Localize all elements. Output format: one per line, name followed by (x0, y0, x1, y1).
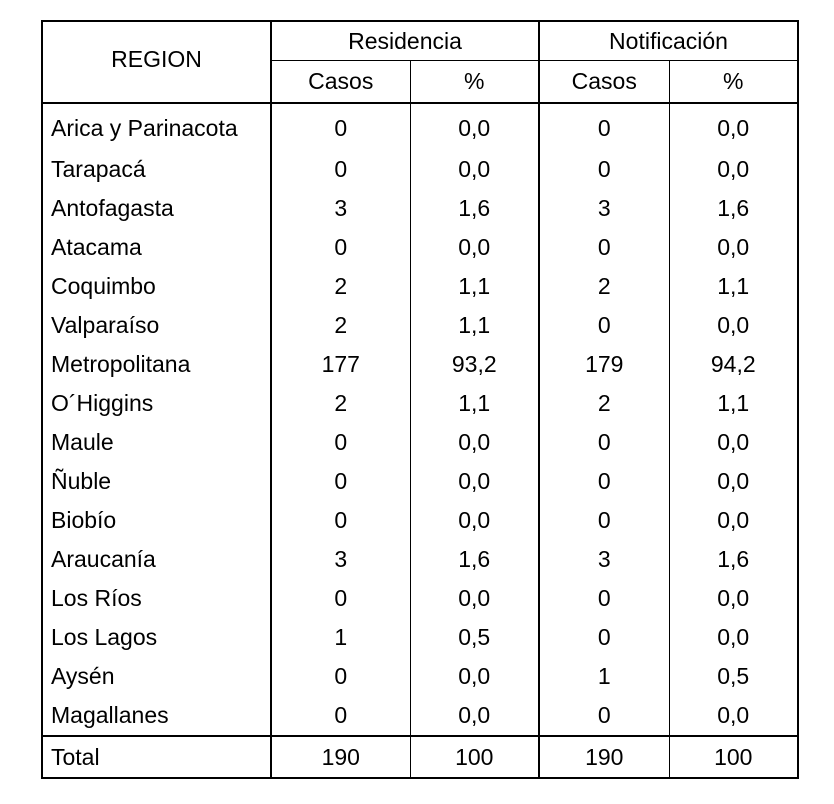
res-casos-cell: 1 (271, 618, 410, 657)
not-pct-cell: 0,0 (669, 501, 798, 540)
region-name: Antofagasta (42, 189, 271, 228)
not-pct-cell: 0,0 (669, 423, 798, 462)
res-pct-cell: 0,0 (410, 462, 539, 501)
res-pct-cell: 0,0 (410, 657, 539, 696)
res-casos-cell: 0 (271, 696, 410, 736)
region-name: Arica y Parinacota (42, 103, 271, 150)
not-pct-cell: 1,1 (669, 267, 798, 306)
total-res-casos: 190 (271, 736, 410, 778)
not-casos-cell: 0 (539, 618, 669, 657)
res-pct-cell: 0,0 (410, 150, 539, 189)
cases-by-region-table (41, 20, 799, 779)
region-name: O´Higgins (42, 384, 271, 423)
res-casos-cell: 2 (271, 267, 410, 306)
region-name: Ñuble (42, 462, 271, 501)
not-casos-cell: 1 (539, 657, 669, 696)
table-row (42, 579, 798, 618)
residencia-pct-header: % (410, 61, 539, 104)
table-row (42, 228, 798, 267)
table-row (42, 150, 798, 189)
region-name: Tarapacá (42, 150, 271, 189)
region-name: Aysén (42, 657, 271, 696)
not-casos-cell: 0 (539, 501, 669, 540)
not-pct-cell: 94,2 (669, 345, 798, 384)
region-name: Magallanes (42, 696, 271, 736)
res-casos-cell: 0 (271, 657, 410, 696)
table-row (42, 540, 798, 579)
not-casos-cell: 0 (539, 103, 669, 150)
residencia-casos-header: Casos (271, 61, 410, 104)
region-name: Los Lagos (42, 618, 271, 657)
not-pct-cell: 0,0 (669, 103, 798, 150)
res-casos-cell: 2 (271, 384, 410, 423)
region-name: Maule (42, 423, 271, 462)
total-not-casos: 190 (539, 736, 669, 778)
not-pct-cell: 0,0 (669, 696, 798, 736)
not-casos-cell: 0 (539, 228, 669, 267)
total-res-pct: 100 (410, 736, 539, 778)
res-pct-cell: 93,2 (410, 345, 539, 384)
region-name: Coquimbo (42, 267, 271, 306)
region-name: Los Ríos (42, 579, 271, 618)
table-row (42, 618, 798, 657)
not-pct-cell: 0,5 (669, 657, 798, 696)
table-row (42, 306, 798, 345)
total-row (42, 736, 798, 778)
not-casos-cell: 0 (539, 696, 669, 736)
not-casos-cell: 179 (539, 345, 669, 384)
region-name: Biobío (42, 501, 271, 540)
not-casos-cell: 2 (539, 384, 669, 423)
region-name: Araucanía (42, 540, 271, 579)
not-pct-cell: 1,6 (669, 189, 798, 228)
region-column-header: REGION (42, 21, 271, 103)
res-pct-cell: 0,0 (410, 501, 539, 540)
table-footer (42, 736, 798, 778)
table-row (42, 345, 798, 384)
table-row (42, 501, 798, 540)
res-pct-cell: 0,0 (410, 423, 539, 462)
res-casos-cell: 2 (271, 306, 410, 345)
region-name: Valparaíso (42, 306, 271, 345)
res-casos-cell: 0 (271, 501, 410, 540)
table-row (42, 189, 798, 228)
res-pct-cell: 0,0 (410, 579, 539, 618)
not-casos-cell: 3 (539, 189, 669, 228)
res-pct-cell: 0,5 (410, 618, 539, 657)
res-casos-cell: 0 (271, 579, 410, 618)
not-pct-cell: 0,0 (669, 228, 798, 267)
res-casos-cell: 0 (271, 462, 410, 501)
table-header (42, 21, 798, 103)
res-pct-cell: 1,1 (410, 306, 539, 345)
table-body (42, 103, 798, 736)
table-row (42, 657, 798, 696)
res-pct-cell: 1,1 (410, 384, 539, 423)
not-pct-cell: 0,0 (669, 579, 798, 618)
notificacion-casos-header: Casos (539, 61, 669, 104)
res-casos-cell: 177 (271, 345, 410, 384)
region-name: Atacama (42, 228, 271, 267)
notificacion-group-header: Notificación (539, 21, 798, 61)
not-pct-cell: 1,6 (669, 540, 798, 579)
res-pct-cell: 1,6 (410, 540, 539, 579)
not-casos-cell: 3 (539, 540, 669, 579)
not-casos-cell: 0 (539, 150, 669, 189)
table-row (42, 696, 798, 736)
res-pct-cell: 1,1 (410, 267, 539, 306)
notificacion-pct-header: % (669, 61, 798, 104)
not-casos-cell: 0 (539, 462, 669, 501)
table-row (42, 462, 798, 501)
not-pct-cell: 0,0 (669, 618, 798, 657)
res-pct-cell: 1,6 (410, 189, 539, 228)
residencia-group-header: Residencia (271, 21, 539, 61)
not-casos-cell: 0 (539, 306, 669, 345)
region-name: Metropolitana (42, 345, 271, 384)
table-row (42, 267, 798, 306)
res-casos-cell: 0 (271, 150, 410, 189)
not-casos-cell: 0 (539, 579, 669, 618)
table-row (42, 384, 798, 423)
res-casos-cell: 0 (271, 228, 410, 267)
not-pct-cell: 0,0 (669, 306, 798, 345)
res-pct-cell: 0,0 (410, 696, 539, 736)
res-casos-cell: 3 (271, 189, 410, 228)
res-pct-cell: 0,0 (410, 228, 539, 267)
res-casos-cell: 3 (271, 540, 410, 579)
res-casos-cell: 0 (271, 423, 410, 462)
not-casos-cell: 2 (539, 267, 669, 306)
not-pct-cell: 1,1 (669, 384, 798, 423)
table-row (42, 423, 798, 462)
not-pct-cell: 0,0 (669, 462, 798, 501)
total-not-pct: 100 (669, 736, 798, 778)
table-row (42, 103, 798, 150)
not-casos-cell: 0 (539, 423, 669, 462)
total-label: Total (42, 736, 271, 778)
res-casos-cell: 0 (271, 103, 410, 150)
res-pct-cell: 0,0 (410, 103, 539, 150)
not-pct-cell: 0,0 (669, 150, 798, 189)
